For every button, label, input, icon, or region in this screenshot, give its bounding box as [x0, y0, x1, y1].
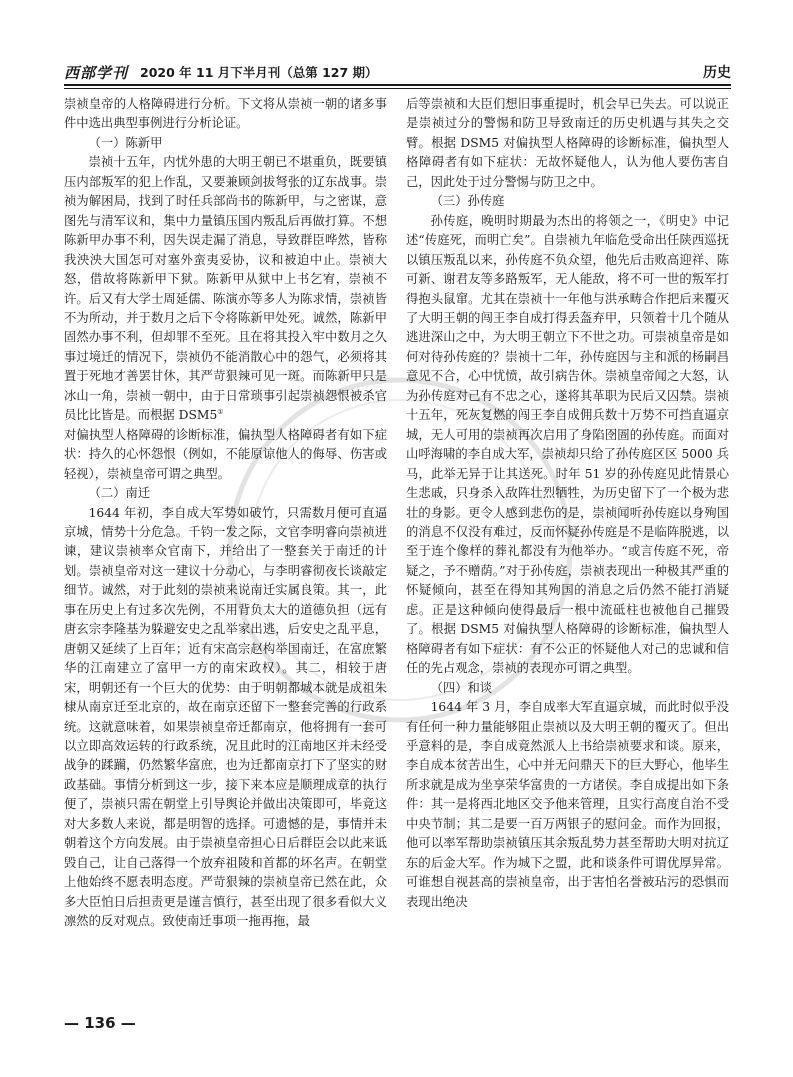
journal-logo: 西部学刊	[64, 64, 129, 82]
footnote-marker: ①	[217, 408, 224, 417]
paragraph: 1644 年初，李自成大军势如破竹，只需数月便可直逼京城，情势十分危急。千钧一发之际，文官李明睿向崇祯进谏，建议崇祯率众官南下，并给出了一整套关于南迁的计划。崇祯皇帝对这一建议十分动心，与李明睿彻夜长谈敲定细节。诚然，对于此刻的崇祯来说南迁实属良策。其一，此事在历史上有过多次先例，不用背负太大的道德负担（远有唐玄宗李隆基为躲避安史之乱举家出逃，后安史之乱平息，唐朝又延续了上百年；近有宋高宗赵构举国南迁，在富庶繁华的江南建立了富甲一方的南宋政权）。其二，相较于唐宋，明朝还有一个巨大的优势：由于明朝都城本就是成祖朱棣从南京迁至北京的，故在南京还留下一整套完善的行政系统。这就意味着，如果崇祯皇帝迁都南京，他将拥有一套可以立即高效运转的行政系统，况且此时的江南地区并未经受战争的蹂躏，仍然繁华富庶，也为迁都南京打下了坚实的财政基础。事情分析到这一步，接下来本应是顺理成章的执行便了，崇祯只需在朝堂上引导舆论并做出决策即可，毕竟这对大多数人来说，都是明智的选择。可遗憾的是，事情并未朝着这个方向发展。由于崇祯皇帝担心日后群臣会以此来诋毁自己，让自己落得一个放弃祖陵和首都的坏名声。在朝堂上他始终不愿表明态度。严苛狠辣的崇祯皇帝已然在此，众多大臣怕日后担责更是谨言慎行，甚至出现了很多看似大义凛然的反对观点。致使南迁事项一拖再拖，最	[64, 505, 387, 929]
paragraph: 后等崇祯和大臣们想旧事重提时，机会早已失去。可以说正是崇祯过分的警惕和防卫导致南迁的历史机遇与其失之交臂。根据 DSM5 对偏执型人格障碍的诊断标准，偏执型人格障碍者有如下症状：无故怀疑他人，认为他人要伤害自己，因此处于过分警惕与防卫之中。	[406, 97, 729, 189]
header-rule-thick	[64, 84, 731, 86]
right-column	[406, 95, 729, 1010]
section-heading: （二）南迁	[88, 486, 151, 501]
paragraph: 孙传庭，晚明时期最为杰出的将领之一，《明史》中记述“传庭死，而明亡矣”。自崇祯九年临危受命出任陕西巡抚以镇压叛乱以来，孙传庭不负众望，他先后击败高迎祥、陈可新、谢君友等多路叛军，无人能敌，将不可一世的叛军打得抱头鼠窜。尤其在崇祯十一年他与洪承畴合作把后来覆灭了大明王朝的闯王李自成打得丢盔弃甲，只领着十几个随从逃进深山之中，为大明王朝立下不世之功。可崇祯皇帝是如何对待孙传庭的？崇祯十二年，孙传庭因与主和派的杨嗣昌意见不合，心中忧愤，故引病告休。崇祯皇帝闻之大怒，认为孙传庭对己有不忠之心，遂将其革职为民后又囚禁。崇祯十五年，死灰复燃的闯王李自成佣兵数十万势不可挡直逼京城，无人可用的崇祯再次启用了身陷囹圄的孙传庭。而面对山呼海啸的李自成大军，崇祯却只给了孙传庭区区 5000 兵马，此举无异于让其送死。时年 51 岁的孙传庭见此情景心生悲戚，只身杀入敌阵壮烈牺牲，为历史留下了一个极为悲壮的身影。更令人感到悲伤的是，崇祯闻听孙传庭以身殉国的消息不仅没有难过，反而怀疑孙传庭是不是临阵脱逃，以至于连个像样的葬礼都没有为他举办。“或言传庭不死，帝疑之，予不赠荫。”对于孙传庭，崇祯表现出一种极其严重的怀疑倾向，甚至在得知其殉国的消息之后仍然不能打消疑虑。正是这种倾向使得最后一根中流砥柱也被他自己摧毁了。根据 DSM5 对偏执型人格障碍的诊断标准，偏执型人格障碍者有如下症状：有不公正的怀疑他人对己的忠诚和信任的先占观念，崇祯的表现亦可谓之典型。	[406, 213, 729, 676]
section-heading: （一）陈新甲	[88, 135, 163, 150]
section-title: 历史	[703, 65, 731, 81]
paragraph: 对偏执型人格障碍的诊断标准，偏执型人格障碍者有如下症状：持久的心怀怨恨（例如，不能原谅他人的侮辱、伤害或轻视），崇祯皇帝可谓之典型。	[64, 427, 387, 481]
paragraph: 1644 年 3 月，李自成率大军直逼京城，而此时似乎没有任何一种力量能够阻止崇祯以及大明王朝的覆灭了。但出乎意料的是，李自成竟然派人上书给崇祯要求和谈。原来，李自成本贫苦出生，心中并无问鼎天下的巨大野心，他毕生所求就是成为坐享荣华富贵的一方诸侯。李自成提出如下条件：其一是将西北地区交予他来管理，且实行高度自治不受中央节制；其二是要一百万两银子的慰问金。而作为回报，他可以率军帮助崇祯镇压其余叛乱势力甚至帮助大明对抗辽东的后金大军。作为城下之盟，此和谈条件可谓优厚异常。可谁想自视甚高的崇祯皇帝，出于害怕名誉被玷污的恐惧而表现出绝决	[406, 700, 729, 909]
issue-info: 2020 年 11 月下半月刊（总第 127 期）	[140, 65, 378, 80]
left-column	[64, 95, 387, 1010]
paragraph: 崇祯皇帝的人格障碍进行分析。下文将从崇祯一朝的诸多事件中选出典型事例进行分析论证。	[64, 97, 387, 131]
section-heading: （三）孙传庭	[430, 194, 505, 209]
page-number: — 136 —	[64, 1014, 136, 1032]
section-heading: （四）和谈	[430, 680, 493, 695]
paragraph: 崇祯十五年，内忧外患的大明王朝已不堪重负，既要镇压内部叛军的犯上作乱，又要兼顾剑拔弩张的辽东战事。崇祯为解困局，找到了时任兵部尚书的陈新甲，与之密谋，意图先与清军议和，集中力量镇压国内叛乱后再做打算。不想陈新甲办事不利，因失误走漏了消息，导致群臣哗然，皆称我泱泱大国怎可对塞外蛮夷妥协，议和被迫中止。崇祯大怒，借故将陈新甲下狱。陈新甲从狱中上书乞宥，崇祯不许。后又有大学士周延儒、陈演亦等多人为陈求情，崇祯皆不为所动，并于数月之后下令将陈新甲处死。诚然，陈新甲固然办事不利，但却罪不至死。且在将其投入牢中数月之久事过境迁的情况下，崇祯仍不能消散心中的怨气，必须将其置于死地才善罢甘休，其严苛狠辣可见一斑。而陈新甲只是冰山一角，崇祯一朝中，由于日常琐事引起崇祯怨恨被杀官员比比皆是。而根据 DSM5①	[64, 155, 387, 423]
header-rule-thin	[64, 88, 731, 89]
page-header	[64, 60, 731, 82]
